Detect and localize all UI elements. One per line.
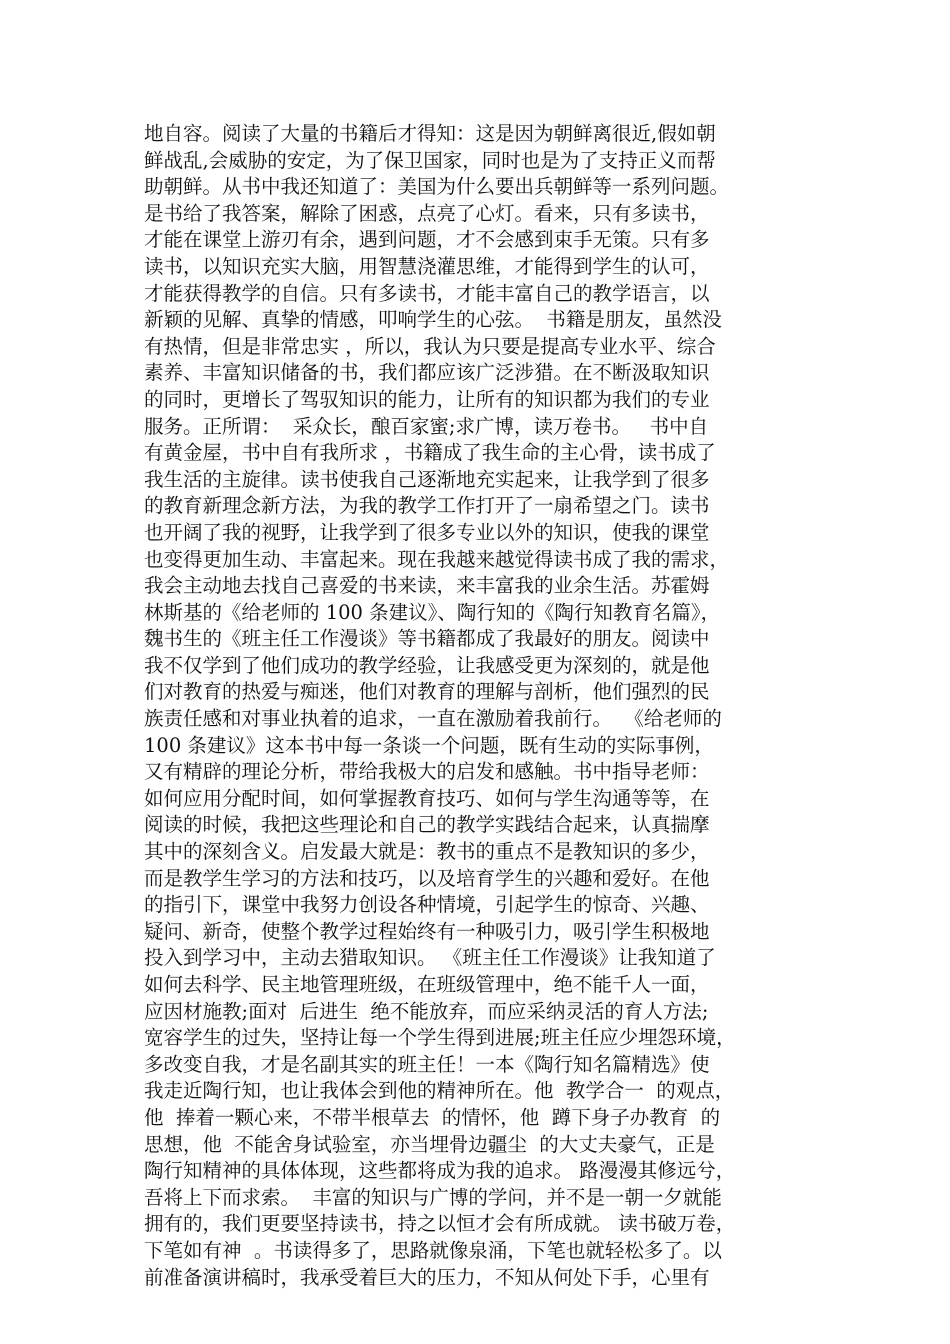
text-line: 也变得更加生动、丰富起来。现在我越来越觉得读书成了我的需求， [144, 547, 730, 571]
text-line: 疑问、新奇，使整个教学过程始终有一种吸引力，吸引学生积极地 [144, 919, 710, 943]
text-line: 服务。正所谓： 采众长，酿百家蜜;求广博，读万卷书。 书中自 [144, 414, 709, 438]
text-line: 如何应用分配时间，如何掌握教育技巧、如何与学生沟通等等，在 [144, 786, 710, 810]
text-line: 我走近陶行知，也让我体会到他的精神所在。他 教学合一 的观点， [144, 1079, 735, 1103]
text-line: 前准备演讲稿时，我承受着巨大的压力，不知从何处下手，心里有 [144, 1265, 710, 1289]
text-line: 林斯基的《给老师的 100 条建议》、陶行知的《陶行知教育名篇》， [144, 600, 721, 624]
text-line: 我会主动地去找自己喜爱的书来读，来丰富我的业余生活。苏霍姆 [144, 574, 710, 598]
text-line: 下笔如有神 。书读得多了，思路就像泉涌，下笔也就轻松多了。以 [144, 1238, 722, 1262]
text-line: 的教育新理念新方法，为我的教学工作打开了一扇希望之门。读书 [144, 494, 710, 518]
text-line: 阅读的时候，我把这些理论和自己的教学实践结合起来，认真揣摩 [144, 813, 710, 837]
text-line: 如何去科学、民主地管理班级，在班级管理中，绝不能千人一面， [144, 973, 710, 996]
text-line: 投入到学习中，主动去猎取知识。 《班主任工作漫谈》让我知道了 [144, 946, 716, 970]
text-line: 100 条建议》这本书中每一条谈一个问题，既有生动的实际事例， [144, 733, 714, 757]
text-line: 是书给了我答案，解除了困惑，点亮了心灯。看来，只有多读书， [144, 201, 710, 225]
text-line: 又有精辟的理论分析，带给我极大的启发和感触。书中指导老师： [144, 760, 710, 784]
text-line: 宽容学生的过失，坚持让每一个学生得到进展;班主任应少埋怨环境， [144, 1026, 736, 1050]
text-line: 族责任感和对事业执着的追求，一直在激励着我前行。 《给老师的 [144, 707, 722, 731]
text-line: 我生活的主旋律。读书使我自己逐渐地充实起来，让我学到了很多 [144, 467, 710, 491]
text-line: 的同时，更增长了驾驭知识的能力，让所有的知识都为我们的专业 [144, 387, 710, 411]
text-line: 的指引下，课堂中我努力创设各种情境，引起学生的惊奇、兴趣、 [144, 893, 710, 917]
text-line: 我不仅学到了他们成功的教学经验，让我感受更为深刻的，就是他 [144, 653, 710, 677]
text-line: 其中的深刻含义。启发最大就是：教书的重点不是教知识的多少， [144, 840, 710, 864]
text-line: 素养、丰富知识储备的书，我们都应该广泛涉猎。在不断汲取知识 [144, 361, 710, 385]
text-line: 地自容。阅读了大量的书籍后才得知：这是因为朝鲜离很近,假如朝 [144, 122, 716, 145]
text-line: 多改变自我，才是名副其实的班主任！一本《陶行知名篇精选》使 [144, 1052, 710, 1076]
text-line: 他 捧着一颗心来，不带半根草去 的情怀，他 蹲下身子办教育 的 [144, 1105, 721, 1129]
body-text [144, 121, 814, 1291]
text-line: 也开阔了我的视野，让我学到了很多专业以外的知识，使我的课堂 [144, 520, 710, 544]
text-line: 有黄金屋，书中自有我所求 ，书籍成了我生命的主心骨，读书成了 [144, 441, 716, 465]
text-line: 魏书生的《班主任工作漫谈》等书籍都成了我最好的朋友。阅读中 [144, 627, 710, 651]
text-line: 助朝鲜。从书中我还知道了：美国为什么要出兵朝鲜等一系列问题。 [144, 175, 730, 199]
text-line: 而是教学生学习的方法和技巧，以及培育学生的兴趣和爱好。在他 [144, 866, 710, 890]
text-line: 陶行知精神的具体体现，这些都将成为我的追求。 路漫漫其修远兮， [144, 1159, 736, 1183]
text-line: 应因材施教;面对 后进生 绝不能放弃，而应采纳灵活的育人方法; [144, 999, 709, 1023]
text-line: 有热情，但是非常忠实 ，所以，我认为只要是提高专业水平、综合 [144, 334, 716, 358]
text-line: 思想，他 不能舍身试验室，亦当埋骨边疆尘 的大丈夫豪气，正是 [144, 1132, 715, 1156]
text-line: 才能在课堂上游刃有余，遇到问题，才不会感到束手无策。只有多 [144, 228, 710, 252]
text-line: 拥有的，我们更要坚持读书，持之以恒才会有所成就。 读书破万卷， [144, 1212, 736, 1236]
text-line: 吾将上下而求索。 丰富的知识与广博的学问，并不是一朝一夕就能 [144, 1185, 722, 1209]
text-line: 鲜战乱,会威胁的安定，为了保卫国家，同时也是为了支持正义而帮 [144, 148, 716, 172]
text-line: 读书，以知识充实大脑，用智慧浇灌思维，才能得到学生的认可， [144, 254, 710, 278]
text-line: 新颖的见解、真挚的情感，叩响学生的心弦。 书籍是朋友，虽然没 [144, 308, 722, 332]
text-line: 们对教育的热爱与痴迷，他们对教育的理解与剖析，他们强烈的民 [144, 680, 710, 704]
text-line: 才能获得教学的自信。只有多读书，才能丰富自己的教学语言，以 [144, 281, 710, 305]
